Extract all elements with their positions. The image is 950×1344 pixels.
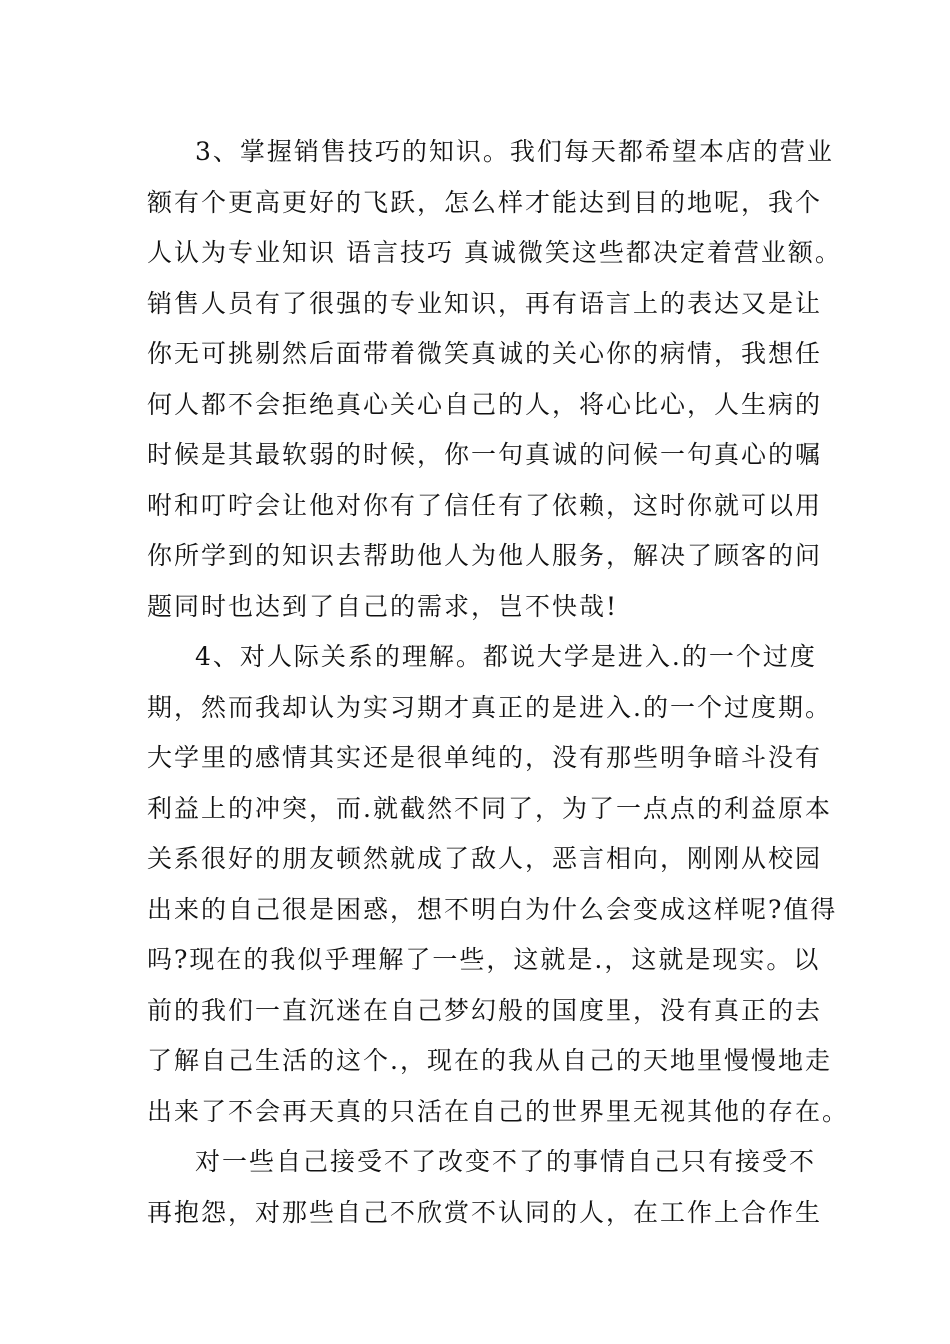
paragraph-4-line-10: 出来了不会再天真的只活在自己的世界里无视其他的存在。 [147, 1096, 850, 1126]
paragraph-5-line-2: 再抱怨，对那些自己不欣赏不认同的人，在工作上合作生 [147, 1197, 823, 1227]
paragraph-4-line-2: 期，然而我却认为实习期才真正的是进入.的一个过度期。 [147, 692, 832, 722]
paragraph-3-line-2: 额有个更高更好的飞跃，怎么样才能达到目的地呢，我个 [147, 187, 823, 217]
paragraph-3-line-1: 3、掌握销售技巧的知识。我们每天都希望本店的营业 [195, 137, 834, 166]
paragraph-3-line-8: 咐和叮咛会让他对你有了信任有了依赖，这时你就可以用 [147, 490, 823, 520]
paragraph-4-line-1: 4、对人际关系的理解。都说大学是进入.的一个过度 [195, 642, 817, 671]
paragraph-3-line-7: 时候是其最软弱的时候，你一句真诚的问候一句真心的嘱 [147, 440, 823, 469]
paragraph-4-line-7: 吗?现在的我似乎理解了一些，这就是.，这就是现实。以 [147, 945, 821, 974]
paragraph-3-line-9: 你所学到的知识去帮助他人为他人服务，解决了顾客的问 [147, 541, 823, 570]
paragraph-3-line-10: 题同时也达到了自己的需求，岂不快哉! [147, 591, 619, 621]
paragraph-4-line-6: 出来的自己很是困惑，想不明白为什么会变成这样呢?值得 [147, 894, 838, 924]
paragraph-5-line-1: 对一些自己接受不了改变不了的事情自己只有接受不 [195, 1147, 817, 1176]
paragraph-3-line-4: 销售人员有了很强的专业知识，再有语言上的表达又是让 [147, 288, 823, 318]
paragraph-3-line-6: 何人都不会拒绝真心关心自己的人，将心比心，人生病的 [147, 389, 823, 419]
paragraph-3-line-5: 你无可挑剔然后面带着微笑真诚的关心你的病情，我想任 [147, 339, 823, 368]
paragraph-4-line-5: 关系很好的朋友顿然就成了敌人，恶言相向，刚刚从校园 [147, 844, 823, 873]
paragraph-3-line-3: 人认为专业知识 语言技巧 真诚微笑这些都决定着营业额。 [147, 238, 842, 267]
document-body [147, 127, 850, 1238]
paragraph-4-line-4: 利益上的冲突，而.就截然不同了，为了一点点的利益原本 [147, 793, 832, 823]
paragraph-4-line-9: 了解自己生活的这个.，现在的我从自己的天地里慢慢地走 [147, 1046, 832, 1075]
paragraph-4-line-8: 前的我们一直沉迷在自己梦幻般的国度里，没有真正的去 [147, 995, 823, 1025]
paragraph-4-line-3: 大学里的感情其实还是很单纯的，没有那些明争暗斗没有 [147, 743, 823, 772]
